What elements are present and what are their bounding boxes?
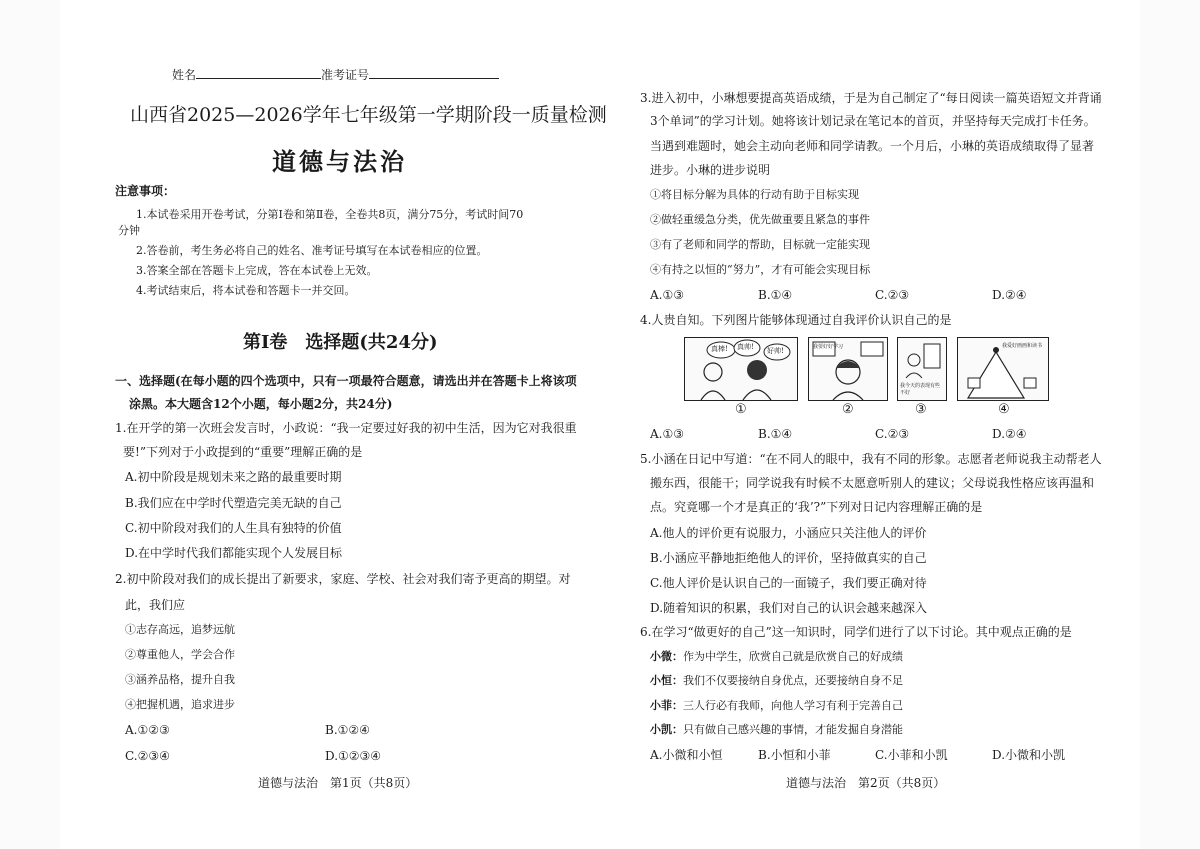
footer-left: 道德与法治 第1页（共8页） [258, 776, 418, 790]
q4-picture-1[interactable] [684, 337, 798, 401]
q5-option-d[interactable]: D.随着知识的积累，我们对自己的认识会越来越深入 [650, 601, 928, 615]
exam-title: 山西省2025—2026学年七年级第一学期阶段一质量检测 [130, 104, 607, 126]
q2-option-c[interactable]: C.②③④ [125, 749, 170, 763]
q6-option-a[interactable]: A.小微和小恒 [650, 748, 723, 762]
pic2-text: 我要好好学习 [813, 344, 844, 350]
q4-option-b[interactable]: B.①④ [758, 427, 793, 441]
q4-picture-3[interactable] [897, 337, 947, 401]
q6-option-c[interactable]: C.小菲和小凯 [875, 748, 948, 762]
q5-option-a[interactable]: A.他人的评价更有说服力，小涵应只关注他人的评价 [650, 526, 927, 540]
section-title: 第Ⅰ卷 选择题(共24分) [243, 332, 438, 353]
q3-option-a[interactable]: A.①③ [650, 288, 684, 302]
q6-view-4 [650, 723, 903, 737]
q6-view-1-text: 作为中学生，欣赏自己就是欣赏自己的好成绩 [683, 650, 903, 663]
q5-option-b[interactable]: B.小涵应平静地拒绝他人的评价，坚持做真实的自己 [650, 551, 927, 565]
notice-title: 注意事项： [115, 184, 176, 198]
q5-stem-cont-1: 搬东西，很能干；同学说我有时候不太愿意听别人的建议；父母说我性格应该再温和 [650, 476, 1095, 490]
q3-stem-cont-3: 进步。小琳的进步说明 [650, 163, 771, 177]
q3-statement-3: ③有了老师和同学的帮助，目标就一定能实现 [650, 238, 870, 251]
notice-item-1: 1.本试卷采用开卷考试，分第Ⅰ卷和第Ⅱ卷，全卷共8页，满分75分，考试时间70 [136, 208, 524, 221]
q3-statement-4: ④有持之以恒的“努力”，才有可能会实现目标 [650, 263, 871, 276]
q6-view-4-text: 只有做自己感兴趣的事情，才能发掘自身潜能 [683, 723, 903, 736]
q4-option-a[interactable]: A.①③ [650, 427, 684, 441]
q1-option-c[interactable]: C.初中阶段对我们的人生具有独特的价值 [125, 521, 342, 535]
q1-option-d[interactable]: D.在中学时代我们都能实现个人发展目标 [125, 546, 343, 560]
q3-option-c[interactable]: C.②③ [875, 288, 910, 302]
q4-option-d[interactable]: D.②④ [992, 427, 1027, 441]
candidate-info-line [172, 66, 499, 83]
q6-option-d[interactable]: D.小微和小凯 [992, 748, 1066, 762]
footer-right: 道德与法治 第2页（共8页） [786, 776, 946, 790]
right-page [600, 0, 1200, 849]
q5-stem: 5.小涵在日记中写道：“在不同人的眼中，我有不同的形象。志愿者老师说我主动帮老人 [640, 452, 1102, 466]
notice-item-2: 2.答卷前，考生务必将自己的姓名、准考证号填写在本试卷相应的位置。 [136, 244, 488, 257]
q3-stem-cont-2: 当遇到难题时，她会主动向老师和同学请教。一个月后，小琳的英语成绩取得了显著 [650, 139, 1095, 153]
q1-option-b[interactable]: B.我们应在中学时代塑造完美无缺的自己 [125, 496, 342, 510]
pic3-text: 我今天的表现有些不好 [900, 383, 941, 396]
pic1-bubble-2: 真帅! [737, 343, 754, 351]
q2-statement-2: ②尊重他人，学会合作 [125, 648, 235, 661]
subject-title: 道德与法治 [272, 147, 407, 176]
section-instruction: 一、选择题(在每小题的四个选项中，只有一项最符合题意，请选出并在答题卡上将该项 [115, 374, 577, 388]
q2-option-b[interactable]: B.①②④ [325, 723, 370, 737]
q3-statement-1: ①将目标分解为具体的行动有助于目标实现 [650, 188, 859, 201]
q6-option-b[interactable]: B.小恒和小菲 [758, 748, 831, 762]
q2-stem: 2.初中阶段对我们的成长提出了新要求，家庭、学校、社会对我们寄予更高的期望。对 [115, 572, 571, 586]
name-field[interactable] [196, 66, 321, 79]
q6-speaker-2: 小恒： [650, 674, 683, 687]
q3-stem: 3.进入初中，小琳想要提高英语成绩，于是为自己制定了“每日阅读一篇英语短文并背诵 [640, 91, 1102, 105]
q4-picture-4[interactable] [957, 337, 1049, 401]
q3-option-d[interactable]: D.②④ [992, 288, 1027, 302]
q5-option-c[interactable]: C.他人评价是认识自己的一面镜子，我们要正确对待 [650, 576, 927, 590]
notice-item-3: 3.答案全部在答题卡上完成，答在本试卷上无效。 [136, 264, 378, 277]
q6-speaker-4: 小凯： [650, 723, 683, 736]
q6-view-3 [650, 699, 903, 713]
id-label: 准考证号 [321, 68, 370, 82]
q2-option-d[interactable]: D.①②③④ [325, 749, 382, 763]
pic1-bubble-3: 好帅! [767, 347, 784, 355]
notice-item-4: 4.考试结束后，将本试卷和答题卡一并交回。 [136, 284, 356, 297]
q2-statement-3: ③涵养品格，提升自我 [125, 673, 235, 686]
q2-stem-cont: 此，我们应 [125, 598, 186, 612]
pic1-bubble-1: 真棒! [711, 345, 728, 353]
q6-view-3-text: 三人行必有我师，向他人学习有利于完善自己 [683, 699, 903, 712]
q1-stem-cont: 要!”下列对于小政提到的“重要”理解正确的是 [123, 445, 363, 459]
q6-view-1 [650, 650, 903, 664]
q1-option-a[interactable]: A.初中阶段是规划未来之路的最重要时期 [125, 470, 342, 484]
q4-stem: 4.人贵自知。下列图片能够体现通过自我评价认识自己的是 [640, 313, 952, 327]
q6-speaker-3: 小菲： [650, 699, 683, 712]
q6-speaker-1: 小微： [650, 650, 683, 663]
q3-option-b[interactable]: B.①④ [758, 288, 793, 302]
q4-option-c[interactable]: C.②③ [875, 427, 910, 441]
q4-picture-1-label: ① [735, 402, 747, 417]
section-instruction-cont: 涂黑。本大题含12个小题，每小题2分，共24分) [129, 397, 393, 411]
q4-picture-3-label: ③ [915, 402, 927, 417]
q4-picture-4-label: ④ [998, 402, 1010, 417]
q6-view-2 [650, 674, 903, 688]
q4-picture-2-label: ② [842, 402, 854, 417]
name-label: 姓名 [172, 68, 197, 82]
q2-option-a[interactable]: A.①②③ [125, 723, 170, 737]
scan-margin-right [1140, 0, 1200, 849]
q2-statement-1: ①志存高远，追梦远航 [125, 623, 235, 636]
id-field[interactable] [369, 66, 499, 79]
q6-view-2-text: 我们不仅要接纳自身优点，还要接纳自身不足 [683, 674, 903, 687]
q3-statement-2: ②做轻重缓急分类，优先做重要且紧急的事件 [650, 213, 870, 226]
q3-stem-cont-1: 3个单词”的学习计划。她将该计划记录在笔记本的首页，并坚持每天完成打卡任务。 [650, 114, 1096, 128]
q1-stem: 1.在开学的第一次班会发言时，小政说：“我一定要过好我的初中生活，因为它对我很重 [115, 421, 577, 435]
q2-statement-4: ④把握机遇，追求进步 [125, 698, 235, 711]
q6-stem: 6.在学习“做更好的自己”这一知识时，同学们进行了以下讨论。其中观点正确的是 [640, 625, 1072, 639]
notice-item-1-cont: 分钟 [118, 224, 140, 237]
q5-stem-cont-2: 点。究竟哪一个才是真正的‘我’?”下列对日记内容理解正确的是 [650, 500, 983, 514]
q4-picture-2[interactable] [808, 337, 888, 401]
pic4-text: 我爱好画画和读书 [1002, 343, 1043, 349]
scan-margin [0, 0, 60, 849]
